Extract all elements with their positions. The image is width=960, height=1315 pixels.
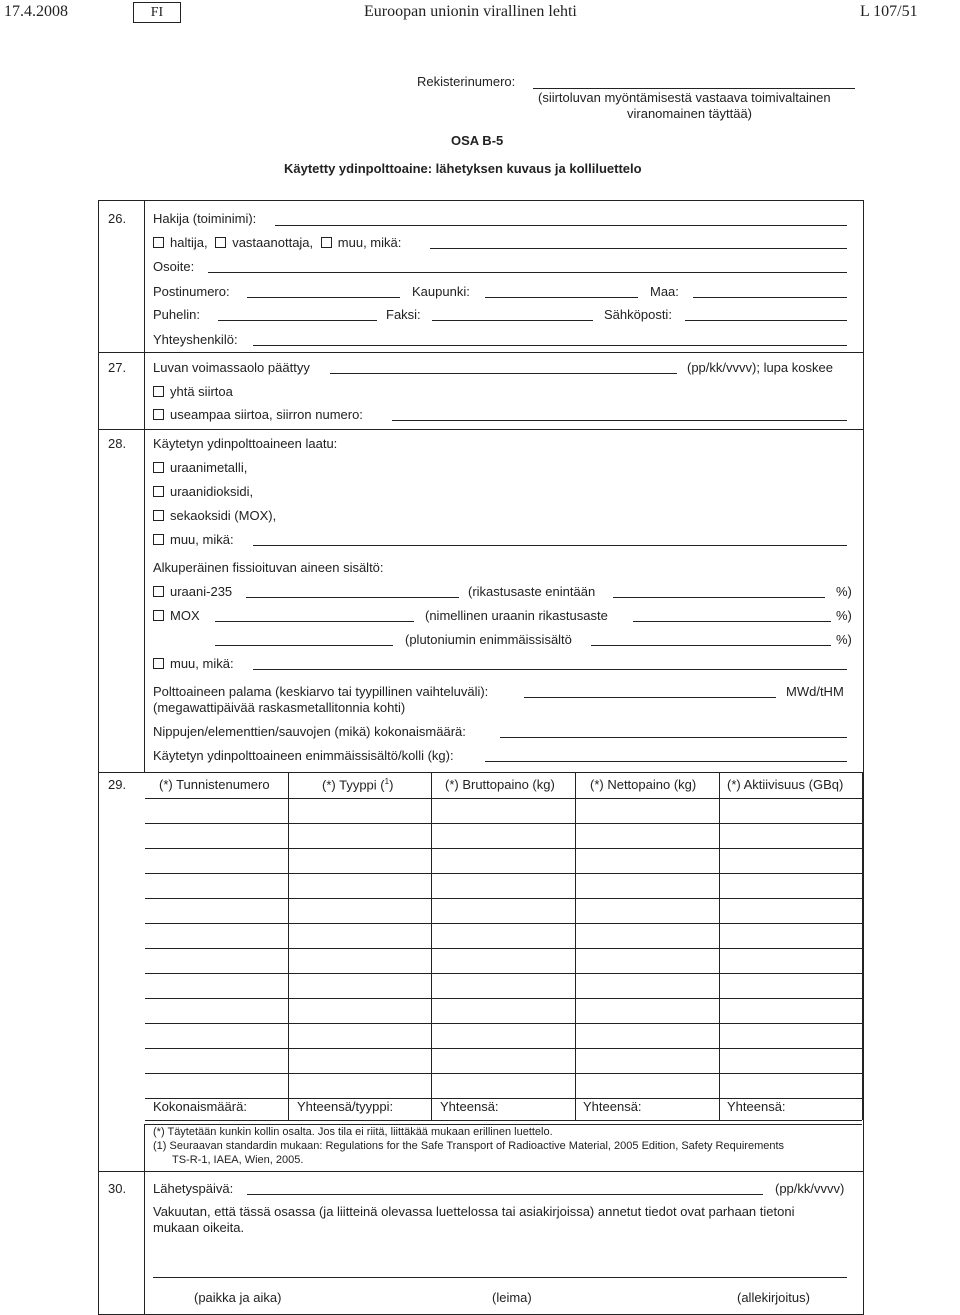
shipment-number-field[interactable]: [392, 420, 847, 421]
footnote-asterisk: [153, 1126, 553, 1138]
fissile-content-label: Alkuperäinen fissioituvan aineen sisältö:: [153, 560, 384, 575]
signature-line[interactable]: [153, 1277, 847, 1278]
registration-label: Rekisterinumero:: [417, 74, 516, 89]
table-row-line: [145, 923, 862, 924]
divider: [98, 429, 863, 430]
validity-label: Luvan voimassaolo päättyy: [153, 360, 310, 375]
city-field[interactable]: [485, 297, 638, 298]
role-options: [153, 235, 401, 250]
enrichment-max-label: (rikastusaste enintään: [468, 584, 596, 599]
footnote-1: [153, 1140, 784, 1152]
u235-field[interactable]: [246, 597, 459, 598]
bundles-field[interactable]: [500, 737, 847, 738]
table-row-line: [145, 873, 862, 874]
enrichment-max-field[interactable]: [613, 597, 825, 598]
table-column-line: [719, 772, 720, 1120]
city-label: Kaupunki:: [412, 284, 470, 299]
metal-label: uraanimetalli,: [170, 460, 248, 475]
total-per-type-label: Yhteensä/tyyppi:: [297, 1099, 394, 1114]
address-field[interactable]: [208, 272, 847, 273]
col-type-footnote-ref: 1: [384, 777, 390, 786]
burnup-field[interactable]: [524, 697, 776, 698]
other-fissile-option: [153, 656, 234, 671]
multiple-shipment-option: [153, 407, 363, 422]
u235-checkbox[interactable]: [153, 586, 164, 597]
applicant-field[interactable]: [275, 225, 847, 226]
contact-field[interactable]: [253, 345, 847, 346]
max-content-label: Käytetyn ydinpolttoaineen enimmäissisältö/kolli (kg):: [153, 748, 454, 763]
applicant-label: Hakija (toiminimi):: [153, 211, 257, 226]
table-row-line: [145, 798, 862, 799]
mox-option: [153, 608, 200, 623]
phone-label: Puhelin:: [153, 307, 200, 322]
form-title: Käytetty ydinpolttoaine: lähetyksen kuvaus ja kolliluettelo: [284, 161, 642, 176]
receiver-label: vastaanottaja,: [232, 235, 314, 250]
table-column-line: [431, 772, 432, 1120]
registration-note: (siirtoluvan myöntämisestä vastaava toimivaltainen: [538, 90, 831, 105]
postcode-field[interactable]: [247, 297, 400, 298]
mox-checkbox[interactable]: [153, 610, 164, 621]
footnote-1-mark: (1): [153, 1140, 167, 1152]
burnup-note: (megawattipäivää raskasmetallitonnia kohti): [153, 700, 406, 715]
other-fissile-field[interactable]: [253, 669, 847, 670]
nominal-enrichment-field[interactable]: [633, 621, 831, 622]
multiple-shipment-label: useampaa siirtoa, siirron numero:: [170, 407, 363, 422]
section-26-number: 26.: [108, 211, 127, 226]
single-shipment-option: [153, 384, 233, 399]
percent-label: %): [836, 584, 852, 599]
dispatch-date-label: Lähetyspäivä:: [153, 1181, 234, 1196]
divider: [98, 352, 863, 353]
table-bottom-line: [145, 1124, 862, 1125]
email-label: Sähköposti:: [604, 307, 672, 322]
holder-label: haltija,: [170, 235, 208, 250]
col-net-header: (*) Nettopaino (kg): [590, 777, 697, 792]
plutonium-label: (plutoniumin enimmäissisältö: [405, 632, 572, 647]
divider: [98, 1171, 863, 1172]
email-field[interactable]: [685, 320, 847, 321]
phone-field[interactable]: [218, 320, 377, 321]
other-fuel-option: [153, 532, 234, 547]
other-fuel-label: muu, mikä:: [170, 532, 234, 547]
other-role-checkbox[interactable]: [321, 237, 332, 248]
mox-label: MOX: [170, 608, 200, 623]
journal-title: Euroopan unionin virallinen lehti: [364, 3, 577, 20]
max-content-field[interactable]: [485, 761, 847, 762]
date-format-label: (pp/kk/vvvv): [775, 1181, 845, 1196]
footnote-1-cont: TS-R-1, IAEA, Wien, 2005.: [172, 1154, 304, 1166]
section-28-number: 28.: [108, 436, 127, 451]
fuel-quality-label: Käytetyn ydinpolttoaineen laatu:: [153, 436, 338, 451]
validity-field[interactable]: [330, 373, 677, 374]
certification-text: Vakuutan, että tässä osassa (ja liitteinä olevassa luettelossa tai asiakirjoissa) annetut tiedot ovat parhaan tietoni: [153, 1204, 795, 1219]
table-row-line: [145, 1023, 862, 1024]
total-gross-label: Yhteensä:: [440, 1099, 499, 1114]
plutonium-field[interactable]: [591, 645, 831, 646]
language-code: FI: [133, 2, 181, 23]
address-label: Osoite:: [153, 259, 195, 274]
col-type-header: [322, 777, 393, 792]
bundles-label: Nippujen/elementtien/sauvojen (mikä) kokonaismäärä:: [153, 724, 466, 739]
validity-note: (pp/kk/vvvv); lupa koskee: [687, 360, 833, 375]
header-date: 17.4.2008: [4, 3, 68, 20]
dioxide-label: uraanidioksidi,: [170, 484, 254, 499]
part-label: OSA B-5: [451, 133, 504, 148]
table-row-line: [145, 848, 862, 849]
fax-field[interactable]: [432, 320, 593, 321]
certification-text-2: mukaan oikeita.: [153, 1220, 245, 1235]
number-column-divider-lower: [144, 1124, 145, 1314]
multiple-shipment-checkbox[interactable]: [153, 409, 164, 420]
table-row-line: [145, 1073, 862, 1074]
receiver-checkbox[interactable]: [215, 237, 226, 248]
table-row-line: [145, 948, 862, 949]
other-fissile-checkbox[interactable]: [153, 658, 164, 669]
table-row-line: [145, 1120, 862, 1121]
u235-label: uraani-235: [170, 584, 233, 599]
page-number: L 107/51: [860, 3, 918, 20]
percent-label: %): [836, 608, 852, 623]
country-field[interactable]: [693, 297, 847, 298]
percent-label: %): [836, 632, 852, 647]
postcode-label: Postinumero:: [153, 284, 230, 299]
registration-note-2: viranomainen täyttää): [627, 106, 753, 121]
plutonium-prefix-field[interactable]: [215, 645, 393, 646]
dioxide-option: [153, 484, 253, 499]
fax-label: Faksi:: [386, 307, 421, 322]
other-role-field[interactable]: [430, 248, 847, 249]
mox-oxide-checkbox[interactable]: [153, 510, 164, 521]
registration-line: [533, 88, 855, 89]
metal-checkbox[interactable]: [153, 462, 164, 473]
signature-label: (allekirjoitus): [737, 1290, 810, 1305]
dioxide-checkbox[interactable]: [153, 486, 164, 497]
number-column-divider: [144, 200, 145, 773]
footnote-asterisk-mark: (*): [153, 1126, 165, 1138]
dispatch-date-field[interactable]: [247, 1194, 763, 1195]
section-27-number: 27.: [108, 360, 127, 375]
other-role-label: muu, mikä:: [337, 235, 402, 250]
col-activity-header: (*) Aktiivisuus (GBq): [727, 777, 844, 792]
metal-option: [153, 460, 247, 475]
holder-checkbox[interactable]: [153, 237, 164, 248]
table-column-line: [862, 772, 863, 1120]
table-column-line: [288, 772, 289, 1120]
col-type-close: ): [389, 777, 394, 793]
single-shipment-label: yhtä siirtoa: [170, 384, 233, 399]
section-30-number: 30.: [108, 1181, 127, 1196]
footnote-asterisk-text: Täytetään kunkin kollin osalta. Jos tila ei riitä, liittäkää mukaan erillinen luettelo.: [167, 1126, 553, 1138]
table-row-line: [145, 898, 862, 899]
footnote-1-text: Seuraavan standardin mukaan: Regulations for the Safe Transport of Radioactive Material, 2005 Edition, Safety Requirements: [169, 1140, 785, 1152]
other-fuel-field[interactable]: [253, 545, 847, 546]
table-row-line: [145, 973, 862, 974]
divider: [98, 772, 863, 773]
country-label: Maa:: [650, 284, 679, 299]
u235-option: [153, 584, 232, 599]
single-shipment-checkbox[interactable]: [153, 386, 164, 397]
stamp-label: (leima): [492, 1290, 532, 1305]
burnup-label: Polttoaineen palama (keskiarvo tai tyypillinen vaihteluväli):: [153, 684, 489, 699]
total-activity-label: Yhteensä:: [727, 1099, 786, 1114]
col-type-text: (*) Tyyppi (: [322, 777, 385, 793]
contact-label: Yhteyshenkilö:: [153, 332, 238, 347]
burnup-unit: MWd/tHM: [786, 684, 844, 699]
mox-oxide-option: [153, 508, 276, 523]
mox-field[interactable]: [215, 621, 414, 622]
section-29-number: 29.: [108, 777, 127, 792]
place-time-label: (paikka ja aika): [194, 1290, 282, 1305]
table-column-line: [575, 772, 576, 1120]
table-row-line: [145, 823, 862, 824]
mox-oxide-label: sekaoksidi (MOX),: [170, 508, 277, 523]
nominal-enrichment-label: (nimellinen uraanin rikastusaste: [425, 608, 608, 623]
total-net-label: Yhteensä:: [583, 1099, 642, 1114]
other-fuel-checkbox[interactable]: [153, 534, 164, 545]
other-fissile-label: muu, mikä:: [170, 656, 234, 671]
total-count-label: Kokonaismäärä:: [153, 1099, 247, 1114]
col-id-header: (*) Tunnistenumero: [159, 777, 270, 792]
table-row-line: [145, 1048, 862, 1049]
col-gross-header: (*) Bruttopaino (kg): [445, 777, 555, 792]
table-row-line: [145, 998, 862, 999]
